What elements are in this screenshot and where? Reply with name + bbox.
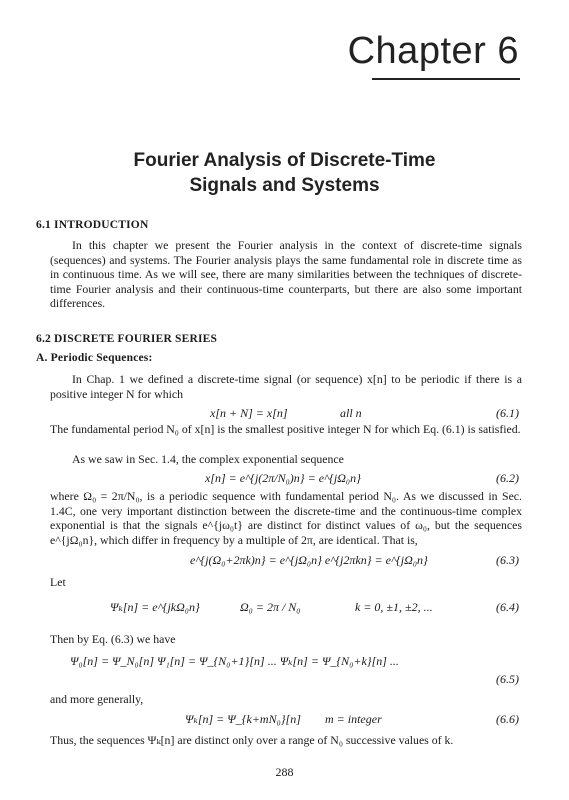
section-6-1-body xyxy=(50,238,522,311)
paragraph-3 xyxy=(50,452,522,467)
chapter-rule xyxy=(372,78,520,80)
chapter-title xyxy=(0,148,569,198)
equation-6-5: Ψ₀[n] = Ψ_N₀[n] Ψ₁[n] = Ψ_{N₀+1}[n] ... Ψₖ[n] = Ψ_{N₀+k}[n] ... xyxy=(70,654,399,668)
paragraph-7: Thus, the sequences Ψₖ[n] are distinct only over a range of N₀ successive values of k. xyxy=(50,733,454,747)
equation-6-2-number: (6.2) xyxy=(496,471,519,485)
equation-6-6: Ψₖ[n] = Ψ_{k+mN₀}[n] xyxy=(185,712,301,726)
paragraph-4: where Ω₀ = 2π/N₀, is a periodic sequence with fundamental period N₀. As we discussed in Sec. 1.4C, one very important distinction between the discrete-time and the continuous-time complex exponential is that the signals e^{jω₀t} are distinct for distinct values of ω₀, but the sequences e^{jΩ₀n}, which differ in frequency by a multiple of 2π, are identical. That is, xyxy=(50,489,522,547)
equation-6-4-c: k = 0, ±1, ±2, ... xyxy=(355,600,433,614)
paragraph-2: The fundamental period N₀ of x[n] is the smallest positive integer N for which Eq. (6.1) is satisfied. xyxy=(50,422,521,436)
title-line-1: Fourier Analysis of Discrete-Time xyxy=(133,150,436,171)
equation-6-1-condition: all n xyxy=(340,406,362,420)
equation-6-6-number: (6.6) xyxy=(496,712,519,726)
let-text: Let xyxy=(50,575,66,589)
paragraph-6: and more generally, xyxy=(50,692,144,706)
equation-6-6-condition: m = integer xyxy=(325,712,382,726)
equation-6-3-number: (6.3) xyxy=(496,553,519,567)
equation-6-5-number: (6.5) xyxy=(496,672,519,686)
equation-6-2: x[n] = e^{j(2π/N₀)n} = e^{jΩ₀n} xyxy=(205,471,361,485)
paragraph-3-text: As we saw in Sec. 1.4, the complex exponential sequence xyxy=(72,452,344,466)
title-line-2: Signals and Systems xyxy=(189,175,380,196)
section-6-2-heading: 6.2 DISCRETE FOURIER SERIES xyxy=(36,333,218,345)
intro-text: In this chapter we present the Fourier analysis in the context of discrete-time signals (sequences) and systems. The Fourier analysis plays the same fundamental role in discrete time as in continuous time. As we will see, there are many similarities between the techniques of discrete-time Fourier analysis and their continuous-time counterparts, but there are also some important differences. xyxy=(50,238,522,311)
paragraph-5: Then by Eq. (6.3) we have xyxy=(50,632,176,646)
paragraph-1 xyxy=(50,372,522,401)
equation-6-1-number: (6.1) xyxy=(496,406,519,420)
section-6-1-heading: 6.1 INTRODUCTION xyxy=(36,219,149,231)
chapter-heading: Chapter 6 xyxy=(347,30,519,72)
equation-6-3: e^{j(Ω₀+2πk)n} = e^{jΩ₀n} e^{j2πkn} = e^{jΩ₀n} xyxy=(190,553,428,567)
equation-6-4-number: (6.4) xyxy=(496,600,519,614)
subsection-a-heading: A. Periodic Sequences: xyxy=(36,352,153,364)
paragraph-1-text: In Chap. 1 we defined a discrete-time signal (or sequence) x[n] to be periodic if there is a positive integer N for which xyxy=(50,372,522,401)
equation-6-1: x[n + N] = x[n] xyxy=(210,406,288,420)
equation-6-4-a: Ψₖ[n] = e^{jkΩ₀n} xyxy=(110,600,200,614)
page-number: 288 xyxy=(275,765,294,779)
equation-6-4-b: Ω₀ = 2π / N₀ xyxy=(240,600,301,614)
